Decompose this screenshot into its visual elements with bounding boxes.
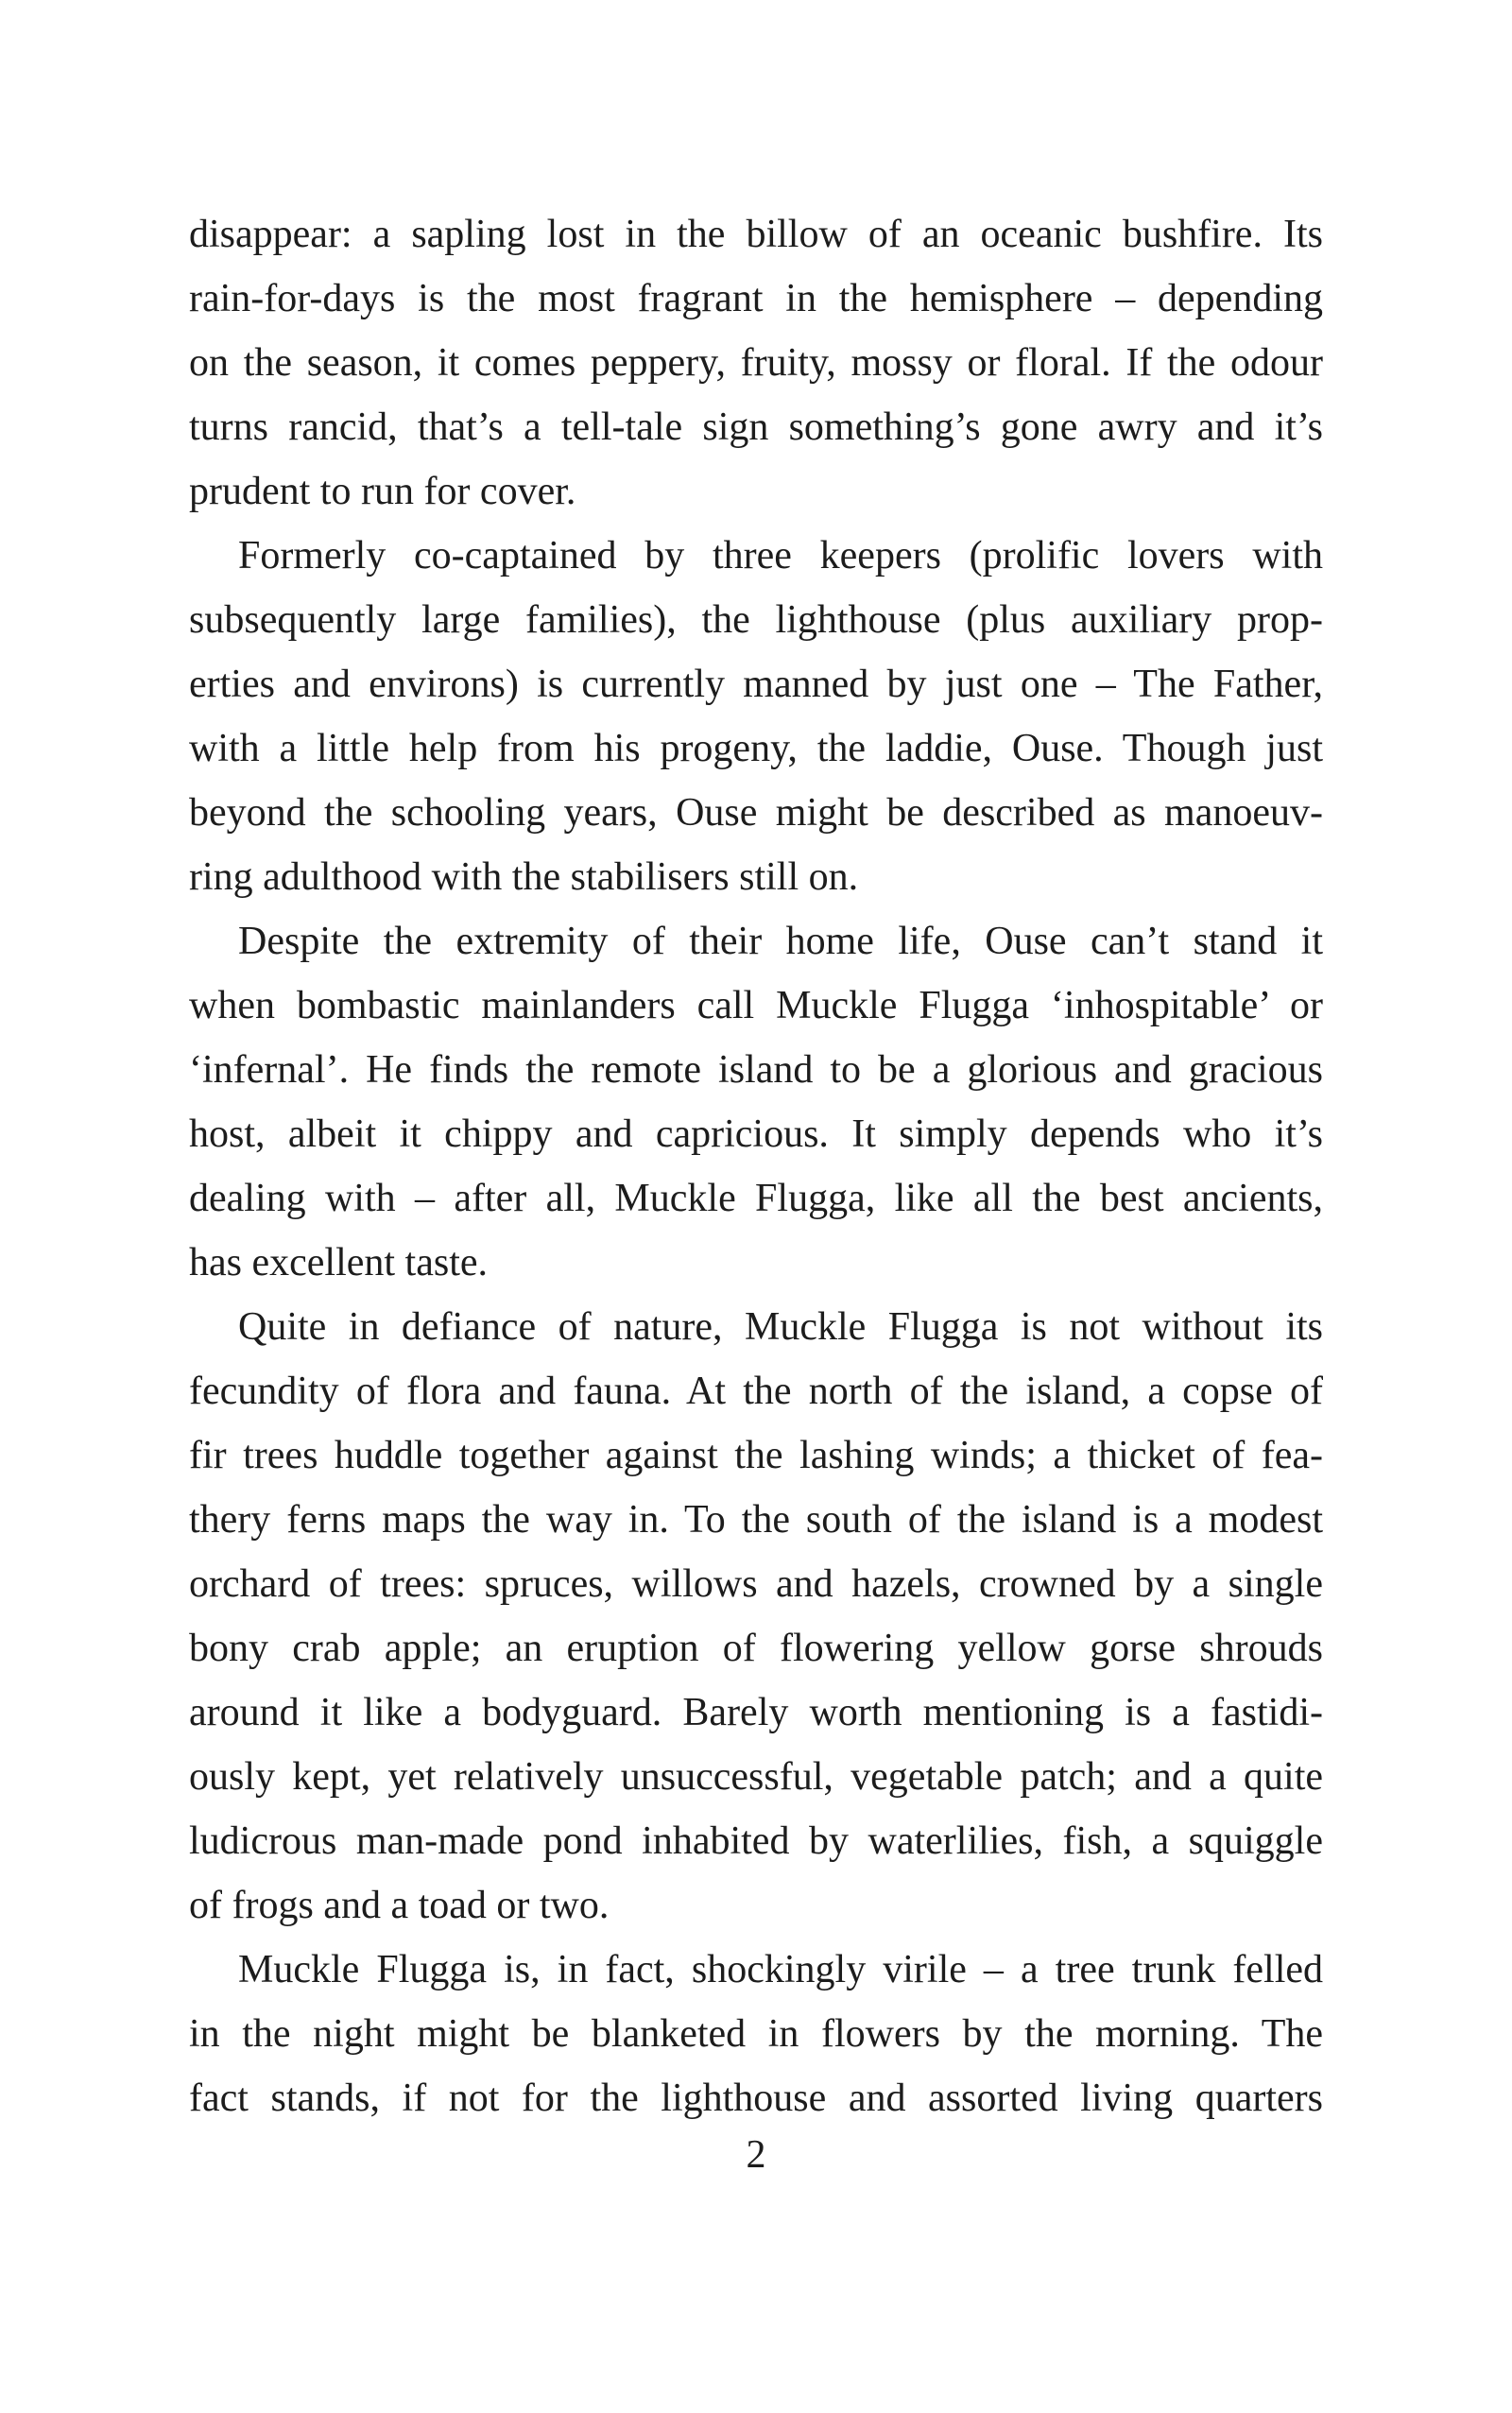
text-line: thery ferns maps the way in. To the south of the island is a modest xyxy=(189,1498,1323,1542)
text-line: ‘infernal’. He finds the remote island to be a glorious and gracious xyxy=(189,1048,1323,1092)
text-line: bony crab apple; an eruption of flowering yellow gorse shrouds xyxy=(189,1627,1323,1670)
text-line: rain-for-days is the most fragrant in the hemisphere – depending xyxy=(189,277,1323,320)
text-line: fact stands, if not for the lighthouse and assorted living quarters xyxy=(189,2077,1323,2120)
paragraph xyxy=(189,202,1323,524)
paragraph xyxy=(189,1938,1323,2130)
page-text xyxy=(189,202,1323,2130)
text-line: host, albeit it chippy and capricious. It simply depends who it’s xyxy=(189,1112,1323,1156)
text-line: Muckle Flugga is, in fact, shockingly virile – a tree trunk felled xyxy=(238,1948,1323,1991)
text-line: fir trees huddle together against the lashing winds; a thicket of fea- xyxy=(189,1434,1323,1477)
page-number: 2 xyxy=(746,2133,766,2177)
paragraph xyxy=(189,524,1323,909)
text-line: orchard of trees: spruces, willows and hazels, crowned by a single xyxy=(189,1562,1323,1606)
text-line: with a little help from his progeny, the laddie, Ouse. Though just xyxy=(189,727,1323,770)
text-line: of frogs and a toad or two. xyxy=(189,1884,610,1927)
text-line: around it like a bodyguard. Barely worth mentioning is a fastidi- xyxy=(189,1691,1323,1734)
text-line: ring adulthood with the stabilisers still on. xyxy=(189,855,859,899)
text-line: in the night might be blanketed in flowers by the morning. The xyxy=(189,2012,1323,2056)
text-line: subsequently large families), the lighthouse (plus auxiliary prop- xyxy=(189,598,1323,642)
text-line: on the season, it comes peppery, fruity, mossy or floral. If the odour xyxy=(189,341,1323,385)
text-line: prudent to run for cover. xyxy=(189,470,576,513)
text-line: erties and environs) is currently manned by just one – The Father, xyxy=(189,663,1323,706)
paragraph xyxy=(189,1295,1323,1938)
text-line: fecundity of flora and fauna. At the north of the island, a copse of xyxy=(189,1370,1323,1413)
paragraph xyxy=(189,909,1323,1295)
text-line: beyond the schooling years, Ouse might be described as manoeuv- xyxy=(189,791,1323,835)
text-line: ludicrous man-made pond inhabited by waterlilies, fish, a squiggle xyxy=(189,1819,1323,1863)
text-line: turns rancid, that’s a tell-tale sign something’s gone awry and it’s xyxy=(189,405,1323,449)
text-line: ously kept, yet relatively unsuccessful, vegetable patch; and a quite xyxy=(189,1755,1323,1799)
text-line: Quite in defiance of nature, Muckle Flugga is not without its xyxy=(238,1305,1323,1349)
text-line: has excellent taste. xyxy=(189,1241,489,1284)
text-line: disappear: a sapling lost in the billow of an oceanic bushfire. Its xyxy=(189,213,1323,256)
text-line: Formerly co-captained by three keepers (prolific lovers with xyxy=(238,534,1323,577)
text-line: dealing with – after all, Muckle Flugga, like all the best ancients, xyxy=(189,1177,1323,1220)
text-line: Despite the extremity of their home life, Ouse can’t stand it xyxy=(238,920,1323,963)
text-line: when bombastic mainlanders call Muckle Flugga ‘inhospitable’ or xyxy=(189,984,1323,1027)
